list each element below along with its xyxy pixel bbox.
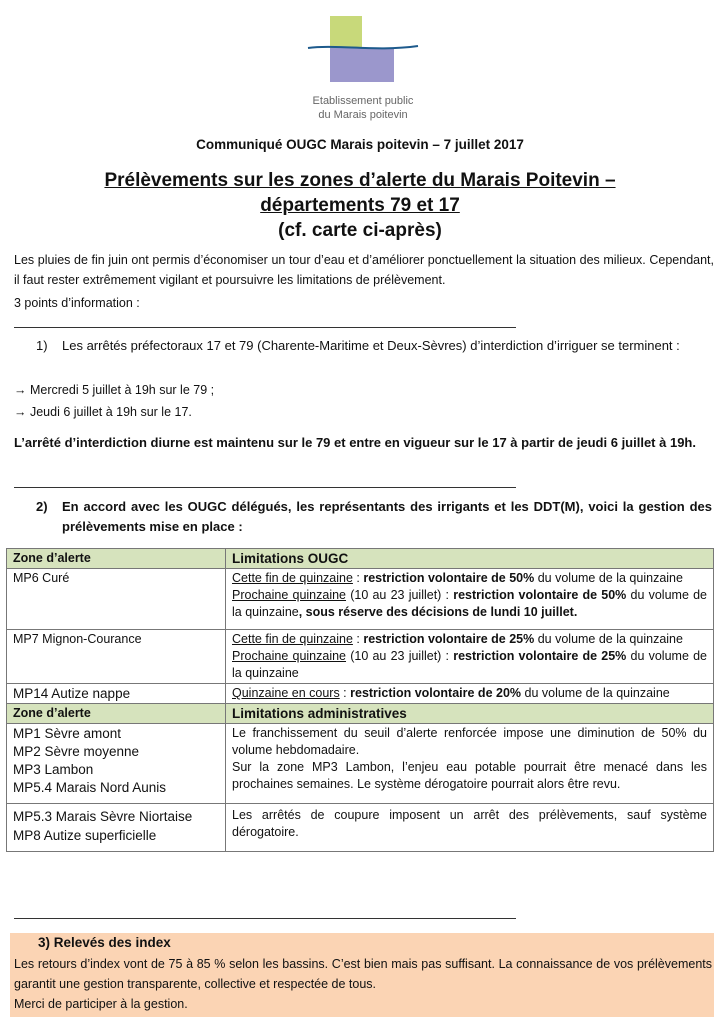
- header-zone: Zone d’alerte: [7, 549, 226, 569]
- point1-item-17: → Jeudi 6 juillet à 19h sur le 17.: [14, 405, 192, 419]
- point1-text: Les arrêtés préfectoraux 17 et 79 (Charente-Maritime et Deux-Sèvres) d’interdiction d’irriguer se terminent :: [62, 338, 680, 353]
- logo-icon: [306, 14, 420, 94]
- org-name: Etablissement public du Marais poitevin: [312, 95, 414, 121]
- limitations-table: [6, 548, 714, 852]
- table-header-row: [7, 549, 714, 569]
- document-title: Prélèvements sur les zones d’alerte du Marais Poitevin – départements 79 et 17 (cf. carte ci-après): [104, 170, 616, 241]
- header-zone: Zone d’alerte: [7, 704, 226, 724]
- point1-number: 1): [36, 338, 48, 353]
- limitation-cell: Les arrêtés de coupure imposent un arrêt des prélèvements, sauf système dérogatoire.: [226, 804, 714, 852]
- table-row: [7, 804, 714, 852]
- zone-cell: MP7 Mignon-Courance: [7, 630, 226, 684]
- limitation-cell: Cette fin de quinzaine : restriction volontaire de 50% du volume de la quinzaine Prochaine quinzaine (10 au 23 juillet) : restriction volontaire de 50% du volume de la quinzaine, sous réserve des décisions de lundi 10 juillet.: [226, 569, 714, 630]
- limitation-cell: Le franchissement du seuil d’alerte renforcée impose une diminution de 50% du volume hebdomadaire. Sur la zone MP3 Lambon, l’enjeu eau potable pourrait être menacé dans les prochaines semaines. Le système dérogatoire pourrait alors être revu.: [226, 724, 714, 804]
- limitation-cell: Cette fin de quinzaine : restriction volontaire de 25% du volume de la quinzaine Prochaine quinzaine (10 au 23 juillet) : restriction volontaire de 25% du volume de la quinzaine: [226, 630, 714, 684]
- point1-item-79: → Mercredi 5 juillet à 19h sur le 79 ;: [14, 383, 215, 397]
- communique-line: Communiqué OUGC Marais poitevin – 7 juillet 2017: [196, 137, 524, 152]
- table-row: [7, 569, 714, 630]
- intro-points: 3 points d’information :: [14, 296, 140, 310]
- separator-line: [14, 918, 516, 919]
- point3-text: Les retours d’index vont de 75 à 85 % selon les bassins. C’est bien mais pas suffisant. La connaissance de vos prélèvements garantit une gestion transparente, collective et respectée de tous. Merci de participer à la gestion.: [14, 957, 712, 1011]
- table-header-row: [7, 704, 714, 724]
- zone-cell: MP5.3 Marais Sèvre Niortaise MP8 Autize superficielle: [7, 804, 226, 852]
- logo: [306, 14, 420, 126]
- header-limitations-admin: Limitations administratives: [226, 704, 714, 724]
- separator-line: [14, 327, 516, 328]
- point2-text: En accord avec les OUGC délégués, les représentants des irrigants et les DDT(M), voici la gestion des prélèvements mise en place :: [62, 499, 712, 534]
- table-row: [7, 724, 714, 804]
- zone-cell: MP6 Curé: [7, 569, 226, 630]
- zone-cell: MP14 Autize nappe: [7, 684, 226, 704]
- intro-paragraph: Les pluies de fin juin ont permis d’économiser un tour d’eau et d’améliorer ponctuellement la situation des milieux. Cependant, il faut rester extrêmement vigilant et poursuivre les limitations de prélèvement.: [14, 253, 714, 287]
- header-limitations-ougc: Limitations OUGC: [226, 549, 714, 569]
- point1-note: L’arrêté d’interdiction diurne est maintenu sur le 79 et entre en vigueur sur le 17 à partir de jeudi 6 juillet à 19h.: [14, 435, 696, 450]
- index-section: [10, 933, 714, 1017]
- separator-line: [14, 487, 516, 488]
- limitation-cell: Quinzaine en cours : restriction volontaire de 20% du volume de la quinzaine: [226, 684, 714, 704]
- point3-title: 3) Relevés des index: [38, 935, 171, 950]
- point2-number: 2): [36, 499, 48, 514]
- table-row: [7, 630, 714, 684]
- zone-cell: MP1 Sèvre amont MP2 Sèvre moyenne MP3 Lambon MP5.4 Marais Nord Aunis: [7, 724, 226, 804]
- table-row: [7, 684, 714, 704]
